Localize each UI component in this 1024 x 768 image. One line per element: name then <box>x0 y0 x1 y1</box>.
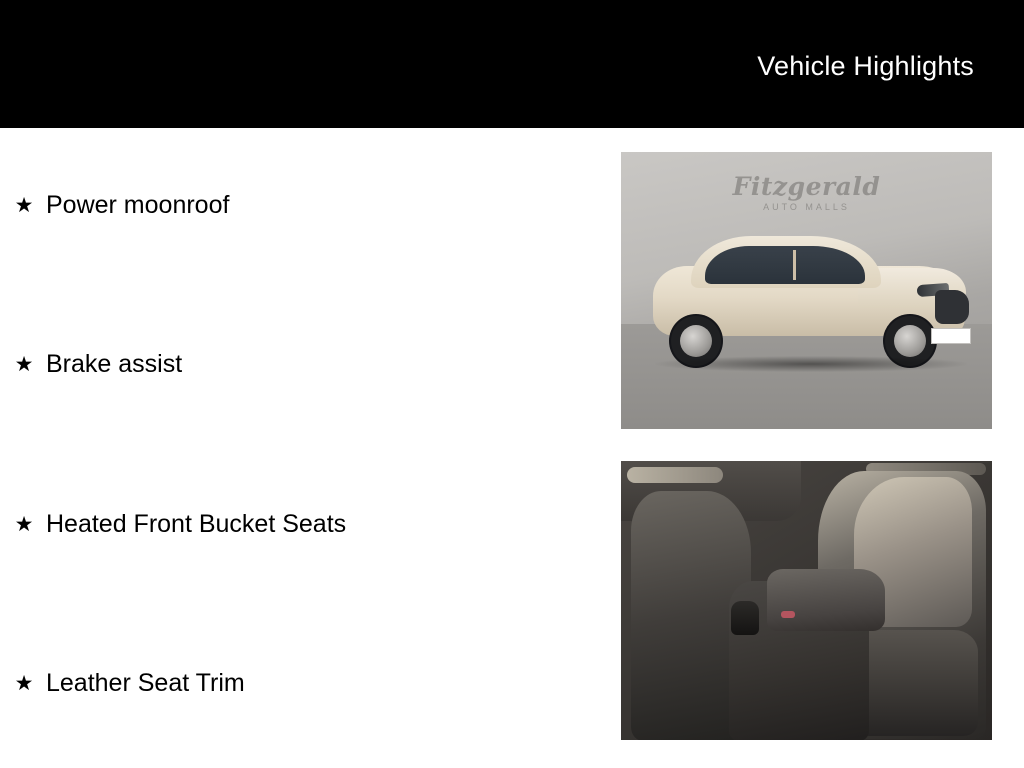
car-grille <box>935 290 969 324</box>
console-accent <box>781 611 795 618</box>
gear-shifter <box>731 601 759 635</box>
page-title: Vehicle Highlights <box>757 51 974 81</box>
star-icon: ★ <box>14 671 34 695</box>
dealer-name: Fitzgerald <box>732 172 881 201</box>
vehicle-exterior-photo <box>621 152 992 429</box>
vehicle-interior-photo <box>621 461 992 740</box>
feature-list <box>0 128 610 768</box>
feature-label: Brake assist <box>46 350 183 378</box>
feature-label: Power moonroof <box>46 191 230 219</box>
car-illustration <box>643 224 973 364</box>
feature-label: Heated Front Bucket Seats <box>46 510 347 538</box>
center-armrest <box>767 569 885 631</box>
car-window-glass <box>705 246 865 284</box>
door-trim <box>627 467 723 483</box>
header-bar <box>0 0 1024 128</box>
star-icon: ★ <box>14 193 34 217</box>
car-shadow <box>655 356 967 372</box>
star-icon: ★ <box>14 352 34 376</box>
list-item <box>14 190 229 220</box>
list-item <box>14 509 346 539</box>
dealer-plate <box>931 328 971 344</box>
list-item <box>14 349 182 379</box>
star-icon: ★ <box>14 512 34 536</box>
dealer-watermark <box>733 174 881 212</box>
dealer-subtitle: AUTO MALLS <box>763 202 850 212</box>
list-item <box>14 668 245 698</box>
feature-label: Leather Seat Trim <box>46 669 245 697</box>
